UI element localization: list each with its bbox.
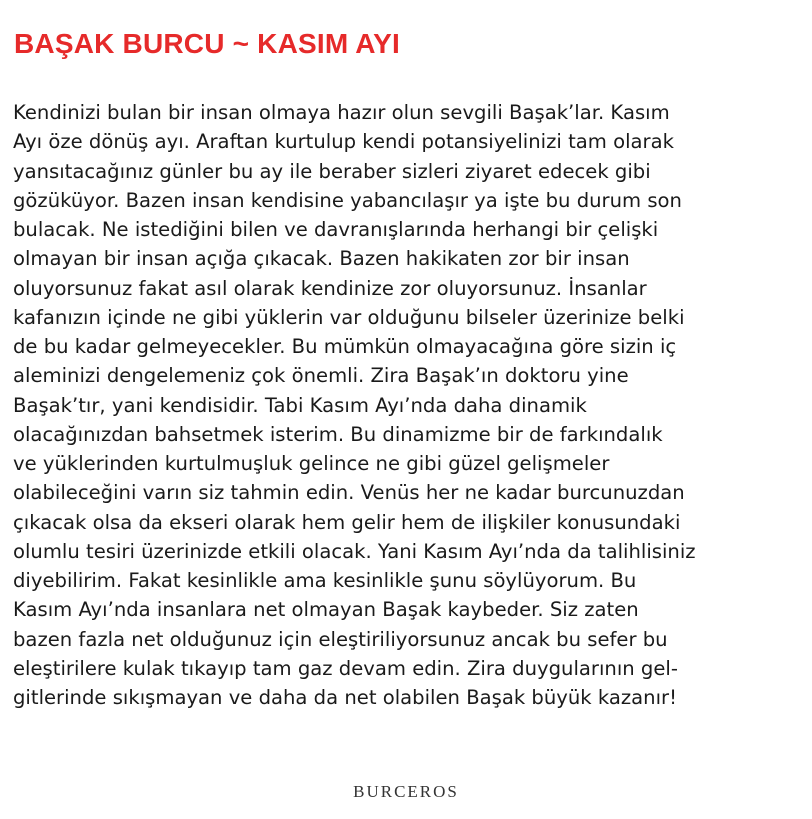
body-line: bazen fazla net olduğunuz için eleştiriliyorsunuz ancak bu sefer bu: [13, 627, 668, 651]
article-title: BAŞAK BURCU ~ KASIM AYI: [14, 28, 401, 59]
body-line: çıkacak olsa da ekseri olarak hem gelir hem de ilişkiler konusundaki: [13, 510, 681, 534]
body-line: de bu kadar gelmeyecekler. Bu mümkün olmayacağına göre sizin iç: [13, 335, 677, 358]
body-line: olumlu tesiri üzerinizde etkili olacak. Yani Kasım Ayı’nda da talihlisiniz: [13, 539, 696, 563]
body-line: olacağınızdan bahsetmek isterim. Bu dinamizme bir de farkındalık: [13, 422, 663, 446]
body-line: Kendinizi bulan bir insan olmaya hazır olun sevgili Başak’lar. Kasım: [13, 101, 670, 124]
body-line: olabileceğini varın siz tahmin edin. Venüs her ne kadar burcunuzdan: [13, 481, 685, 505]
body-line: Ayı öze dönüş ayı. Araftan kurtulup kendi potansiyelinizi tam olarak: [13, 130, 674, 154]
body-line: yansıtacağınız günler bu ay ile beraber sizleri ziyaret edecek gibi: [13, 159, 651, 183]
body-line: olmayan bir insan açığa çıkacak. Bazen hakikaten zor bir insan: [13, 247, 630, 271]
body-line: bulacak. Ne istediğini bilen ve davranışlarında herhangi bir çelişki: [13, 218, 659, 241]
body-line: aleminizi dengelemeniz çok önemli. Zira Başak’ın doktoru yine: [13, 364, 629, 388]
body-line: diyebilirim. Fakat kesinlikle ama kesinlikle şunu söylüyorum. Bu: [13, 569, 637, 592]
body-line: oluyorsunuz fakat asıl olarak kendinize zor oluyorsunuz. İnsanlar: [13, 276, 647, 300]
body-line: eleştirilere kulak tıkayıp tam gaz devam edin. Zira duygularının gel-: [13, 656, 678, 680]
body-line: Başak’tır, yani kendisidir. Tabi Kasım Ayı’nda daha dinamik: [13, 393, 587, 417]
body-line: kafanızın içinde ne gibi yüklerin var olduğunu bilseler üzerinize belki: [13, 305, 685, 329]
article-body: [13, 98, 803, 712]
body-line: ve yüklerinden kurtulmuşluk gelince ne gibi güzel gelişmeler: [13, 452, 610, 475]
body-line: gözüküyor. Bazen insan kendisine yabancılaşır ya işte bu durum son: [13, 188, 682, 212]
body-line: Kasım Ayı’nda insanlara net olmayan Başak kaybeder. Siz zaten: [13, 598, 639, 622]
body-line: gitlerinde sıkışmayan ve daha da net olabilen Başak büyük kazanır!: [13, 686, 677, 709]
brand-footer: BURCEROS: [353, 782, 459, 801]
